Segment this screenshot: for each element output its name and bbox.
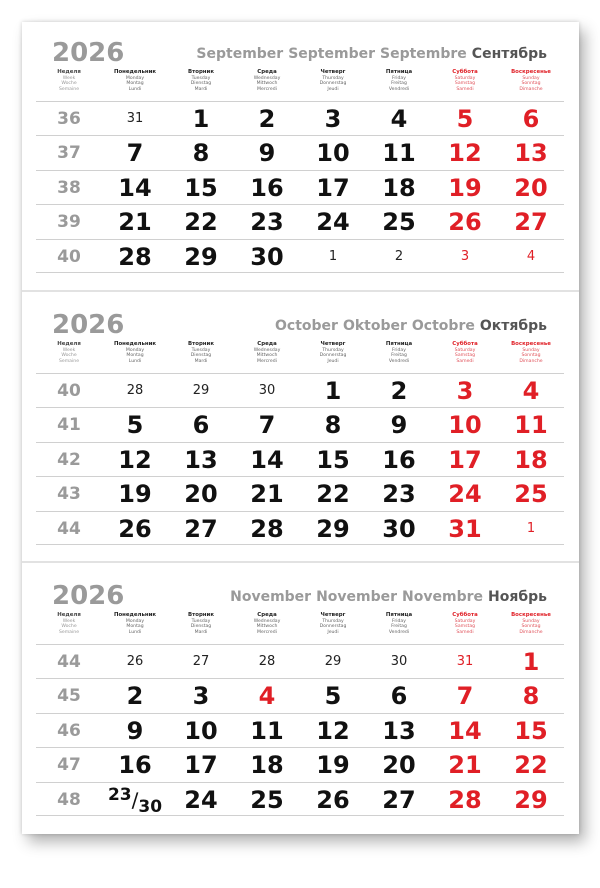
week-number: 45 — [57, 686, 81, 707]
adjacent-month-day: 30 — [390, 654, 408, 669]
weekday-label-en: Thursday — [322, 75, 344, 81]
week-row — [36, 442, 564, 476]
day-number: 25 — [514, 480, 548, 509]
day-number: 16 — [118, 751, 152, 780]
adjacent-month-day: 1 — [328, 248, 338, 264]
week-row — [36, 782, 564, 816]
weekday-label-ru: Понедельник — [113, 69, 157, 75]
weekday-header-row — [36, 613, 564, 639]
weekday-label-ru: Вторник — [188, 69, 214, 75]
week-row — [36, 747, 564, 781]
weekday-label-fr: Mardi — [194, 86, 208, 92]
weekday-label-en: Wednesday — [253, 75, 281, 81]
day-number: 30 — [250, 242, 284, 271]
weekday-label-ru: Четверг — [320, 341, 346, 347]
month-names — [225, 589, 547, 605]
week-row — [36, 101, 564, 135]
weekday-label-ru: Четверг — [320, 69, 346, 75]
day-number: 6 — [192, 411, 210, 440]
day-number: 11 — [250, 716, 284, 745]
weekday-label-ru: Неделя — [57, 69, 81, 75]
day-number: 31 — [448, 514, 482, 543]
weekday-label-fr: Jeudi — [327, 86, 339, 92]
weekday-header — [432, 342, 498, 364]
day-number: 17 — [184, 751, 218, 780]
adjacent-month-day: 29 — [192, 383, 210, 398]
week-number: 48 — [57, 789, 81, 810]
weekday-label-ru: Пятница — [385, 341, 413, 347]
month-name-fr: Septembre — [380, 46, 467, 62]
adjacent-month-day: 29 — [324, 654, 342, 669]
weekday-label-fr: Vendredi — [388, 358, 410, 364]
month-name-fr: Octobre — [411, 318, 475, 334]
weekday-label-fr: Mercredi — [257, 358, 277, 364]
week-row — [36, 373, 564, 407]
day-number: 19 — [448, 173, 482, 202]
week-row — [36, 135, 564, 169]
weekday-label-en: Sunday — [522, 347, 540, 353]
week-number: 36 — [57, 109, 81, 129]
weekday-label-fr: Mercredi — [257, 629, 277, 635]
day-number: 14 — [250, 445, 284, 474]
adjacent-month-day: 30 — [258, 383, 276, 398]
week-row — [36, 713, 564, 747]
day-number: 6 — [522, 105, 540, 133]
day-number: 10 — [184, 716, 218, 745]
day-number: 6 — [390, 682, 408, 711]
weekday-label-de: Mittwoch — [256, 81, 278, 87]
weekday-label-de: Samstag — [454, 624, 476, 630]
month-name-en: November — [230, 589, 312, 605]
day-number: 18 — [514, 445, 548, 474]
day-number: 1 — [522, 648, 540, 676]
weekday-label-fr: Vendredi — [388, 86, 410, 92]
weekday-label-en: Thursday — [322, 347, 344, 353]
day-number: 15 — [316, 445, 350, 474]
weekday-header — [234, 613, 300, 635]
weekday-label-ru: Вторник — [188, 612, 214, 618]
day-number: 25 — [382, 208, 416, 237]
day-number: 22 — [514, 751, 548, 780]
weekday-label-en: Monday — [125, 618, 145, 624]
day-number: 24 — [184, 785, 218, 814]
weekday-header — [234, 70, 300, 92]
day-number: 5 — [126, 411, 144, 440]
day-number: 24 — [448, 480, 482, 509]
day-number: 23 — [250, 208, 284, 237]
weekday-label-fr: Mardi — [194, 358, 208, 364]
week-column-header — [36, 70, 102, 92]
day-number: 21 — [250, 480, 284, 509]
week-number: 41 — [57, 415, 81, 436]
day-number: 9 — [258, 139, 276, 168]
weekday-label-ru: Понедельник — [113, 612, 157, 618]
day-number: 13 — [382, 716, 416, 745]
month-name-de: November — [316, 589, 398, 605]
weekday-label-de: Montag — [126, 81, 144, 87]
day-number: 18 — [382, 173, 416, 202]
month-names — [270, 318, 547, 334]
weekday-label-fr: Dimanche — [519, 86, 543, 92]
week-column-header — [36, 613, 102, 635]
days-grid — [36, 644, 564, 816]
weekday-header-row — [36, 70, 564, 96]
weekday-header — [102, 613, 168, 635]
weekday-label-de: Woche — [61, 353, 77, 359]
weekday-label-fr: Dimanche — [519, 629, 543, 635]
week-number: 43 — [57, 484, 81, 505]
weekday-label-en: Sunday — [522, 618, 540, 624]
week-row — [36, 239, 564, 273]
weekday-label-de: Donnerstag — [319, 81, 347, 87]
weekday-label-fr: Lundi — [128, 358, 142, 364]
day-number: 3 — [324, 105, 342, 133]
day-number: 13 — [184, 445, 218, 474]
weekday-header — [498, 70, 564, 92]
week-number: 40 — [57, 381, 81, 401]
weekday-label-ru: Пятница — [385, 612, 413, 618]
days-grid — [36, 373, 564, 545]
day-number: 8 — [522, 682, 540, 711]
weekday-label-ru: Четверг — [320, 612, 346, 618]
weekday-label-en: Week — [62, 618, 76, 624]
week-number: 47 — [57, 755, 81, 776]
weekday-label-en: Tuesday — [191, 618, 211, 624]
weekday-header — [366, 342, 432, 364]
weekday-label-de: Samstag — [454, 353, 476, 359]
day-number: 19 — [316, 751, 350, 780]
day-number: 8 — [324, 411, 342, 440]
weekday-label-de: Woche — [61, 624, 77, 630]
week-row — [36, 511, 564, 545]
day-number: 28 — [448, 785, 482, 814]
weekday-label-fr: Semaine — [58, 86, 80, 92]
week-row — [36, 204, 564, 238]
weekday-label-en: Saturday — [454, 347, 476, 353]
day-number: 20 — [514, 173, 548, 202]
week-number: 42 — [57, 449, 81, 470]
weekday-label-de: Freitag — [391, 624, 407, 630]
day-number: 10 — [448, 411, 482, 440]
weekday-label-en: Friday — [392, 347, 406, 353]
weekday-label-en: Friday — [392, 75, 406, 81]
weekday-header — [168, 342, 234, 364]
day-number: 14 — [448, 716, 482, 745]
weekday-label-en: Week — [62, 347, 76, 353]
day-number: 30 — [382, 514, 416, 543]
weekday-label-de: Sonntag — [521, 624, 541, 630]
weekday-label-en: Tuesday — [191, 347, 211, 353]
week-column-header — [36, 342, 102, 364]
weekday-header — [498, 613, 564, 635]
weekday-header — [168, 70, 234, 92]
weekday-header — [366, 613, 432, 635]
weekday-label-ru: Неделя — [57, 341, 81, 347]
weekday-label-de: Dienstag — [190, 353, 212, 359]
weekday-label-en: Saturday — [454, 618, 476, 624]
day-number: 14 — [118, 173, 152, 202]
weekday-label-de: Mittwoch — [256, 353, 278, 359]
weekday-label-ru: Неделя — [57, 612, 81, 618]
day-number: 22 — [316, 480, 350, 509]
week-row — [36, 407, 564, 441]
day-number: 5 — [456, 105, 474, 133]
weekday-header-row — [36, 342, 564, 368]
weekday-header — [300, 70, 366, 92]
year-label: 2026 — [52, 310, 125, 340]
weekday-label-fr: Mardi — [194, 629, 208, 635]
day-number: 12 — [316, 716, 350, 745]
weekday-label-ru: Вторник — [188, 341, 214, 347]
weekday-header — [300, 613, 366, 635]
month-block — [22, 565, 579, 834]
weekday-label-de: Mittwoch — [256, 624, 278, 630]
weekday-label-ru: Суббота — [452, 69, 478, 75]
weekday-label-ru: Суббота — [452, 612, 478, 618]
weekday-label-en: Monday — [125, 347, 145, 353]
weekday-label-en: Wednesday — [253, 347, 281, 353]
weekday-header — [168, 613, 234, 635]
day-number: 2 — [258, 105, 276, 133]
day-number: 7 — [258, 411, 276, 440]
weekday-label-en: Monday — [125, 75, 145, 81]
adjacent-month-day: 1 — [526, 520, 536, 536]
day-number: 22 — [184, 208, 218, 237]
day-number: 1 — [192, 105, 210, 133]
day-number: 7 — [456, 682, 474, 711]
adjacent-month-day: 26 — [126, 654, 144, 669]
weekday-label-ru: Среда — [257, 341, 277, 347]
day-number: 16 — [382, 445, 416, 474]
day-number: 26 — [448, 208, 482, 237]
weekday-label-de: Sonntag — [521, 353, 541, 359]
weekday-label-fr: Jeudi — [327, 629, 339, 635]
day-number: 28 — [118, 242, 152, 271]
week-row — [36, 644, 564, 678]
weekday-label-fr: Semaine — [58, 358, 80, 364]
weekday-label-de: Donnerstag — [319, 353, 347, 359]
month-name-ru: Ноябрь — [488, 589, 547, 605]
weekday-label-fr: Mercredi — [257, 86, 277, 92]
weekday-label-de: Montag — [126, 624, 144, 630]
weekday-label-de: Montag — [126, 353, 144, 359]
day-number: 12 — [448, 139, 482, 168]
day-number: 13 — [514, 139, 548, 168]
day-number: 27 — [382, 785, 416, 814]
weekday-label-ru: Суббота — [452, 341, 478, 347]
month-block — [22, 294, 579, 564]
adjacent-month-day: 3 — [460, 248, 470, 264]
adjacent-month-day: 27 — [192, 654, 210, 669]
week-row — [36, 170, 564, 204]
day-number: 23 — [382, 480, 416, 509]
week-row — [36, 678, 564, 712]
weekday-label-en: Week — [62, 75, 76, 81]
weekday-label-de: Freitag — [391, 353, 407, 359]
weekday-header — [366, 70, 432, 92]
week-number: 46 — [57, 720, 81, 741]
day-number: 1 — [324, 377, 342, 405]
weekday-header — [300, 342, 366, 364]
calendar-sheet — [22, 22, 579, 834]
weekday-label-de: Dienstag — [190, 81, 212, 87]
week-number: 44 — [57, 518, 81, 539]
day-number: 2 — [126, 682, 144, 711]
day-number: 29 — [184, 242, 218, 271]
day-number-bottom: 30 — [138, 796, 163, 817]
adjacent-month-day: 28 — [258, 654, 276, 669]
weekday-label-en: Saturday — [454, 75, 476, 81]
day-number: 4 — [390, 105, 408, 133]
day-number: 29 — [514, 785, 548, 814]
weekday-label-ru: Понедельник — [113, 341, 157, 347]
weekday-label-fr: Lundi — [128, 629, 142, 635]
day-number: 5 — [324, 682, 342, 711]
weekday-label-ru: Среда — [257, 69, 277, 75]
day-number: 26 — [118, 514, 152, 543]
week-number: 44 — [57, 652, 81, 672]
day-number: 19 — [118, 480, 152, 509]
weekday-label-ru: Воскресенье — [511, 69, 551, 75]
weekday-label-de: Sonntag — [521, 81, 541, 87]
month-name-de: Oktober — [342, 318, 407, 334]
weekday-label-ru: Среда — [257, 612, 277, 618]
weekday-header — [102, 342, 168, 364]
day-number: 17 — [316, 173, 350, 202]
weekday-label-fr: Samedi — [456, 358, 474, 364]
day-number-top: 23 — [107, 784, 132, 805]
weekday-header — [498, 342, 564, 364]
day-number: 25 — [250, 785, 284, 814]
month-name-ru: Сентябрь — [471, 46, 547, 62]
week-number: 37 — [57, 143, 81, 164]
weekday-label-fr: Vendredi — [388, 629, 410, 635]
weekday-label-de: Samstag — [454, 81, 476, 87]
day-number: 18 — [250, 751, 284, 780]
day-number: 11 — [514, 411, 548, 440]
day-number: 3 — [456, 377, 474, 405]
weekday-header — [102, 70, 168, 92]
day-number: 28 — [250, 514, 284, 543]
weekday-label-en: Tuesday — [191, 75, 211, 81]
weekday-label-fr: Jeudi — [327, 358, 339, 364]
week-row — [36, 476, 564, 510]
day-number: 4 — [258, 682, 276, 711]
weekday-label-ru: Воскресенье — [511, 612, 551, 618]
day-number: 21 — [118, 208, 152, 237]
year-label: 2026 — [52, 581, 125, 611]
day-number: 3 — [192, 682, 210, 711]
weekday-label-en: Friday — [392, 618, 406, 624]
split-slash: ∕ — [131, 787, 139, 812]
month-name-en: September — [196, 46, 284, 62]
day-number: 26 — [316, 785, 350, 814]
day-number: 20 — [184, 480, 218, 509]
day-number: 8 — [192, 139, 210, 168]
weekday-label-en: Wednesday — [253, 618, 281, 624]
day-number: 24 — [316, 208, 350, 237]
day-number: 15 — [514, 716, 548, 745]
day-number: 2 — [390, 377, 408, 405]
weekday-header — [432, 613, 498, 635]
month-name-fr: Novembre — [402, 589, 484, 605]
day-number: 15 — [184, 173, 218, 202]
day-number: 9 — [390, 411, 408, 440]
day-number: 7 — [126, 139, 144, 168]
day-number: 12 — [118, 445, 152, 474]
weekday-label-de: Freitag — [391, 81, 407, 87]
month-names — [191, 46, 547, 62]
weekday-label-de: Woche — [61, 81, 77, 87]
days-grid — [36, 101, 564, 273]
day-number: 4 — [522, 377, 540, 405]
day-number: 21 — [448, 751, 482, 780]
day-number — [102, 783, 168, 817]
weekday-header — [432, 70, 498, 92]
weekday-label-en: Sunday — [522, 75, 540, 81]
weekday-label-fr: Lundi — [128, 86, 142, 92]
day-number: 17 — [448, 445, 482, 474]
day-number: 16 — [250, 173, 284, 202]
adjacent-month-day: 4 — [526, 248, 536, 264]
adjacent-month-day: 2 — [394, 248, 404, 264]
day-number: 11 — [382, 139, 416, 168]
month-name-de: September — [288, 46, 375, 62]
day-number: 20 — [382, 751, 416, 780]
weekday-label-fr: Semaine — [58, 629, 80, 635]
week-number: 40 — [57, 246, 81, 267]
weekday-label-fr: Dimanche — [519, 358, 543, 364]
weekday-label-ru: Пятница — [385, 69, 413, 75]
month-name-ru: Октябрь — [479, 318, 547, 334]
weekday-label-de: Donnerstag — [319, 624, 347, 630]
week-number: 38 — [57, 177, 81, 198]
block-separator — [22, 561, 579, 563]
weekday-header — [234, 342, 300, 364]
day-number: 27 — [184, 514, 218, 543]
weekday-label-fr: Samedi — [456, 86, 474, 92]
adjacent-month-day: 31 — [456, 654, 474, 669]
weekday-label-de: Dienstag — [190, 624, 212, 630]
weekday-label-fr: Samedi — [456, 629, 474, 635]
day-number: 10 — [316, 139, 350, 168]
year-label: 2026 — [52, 38, 125, 68]
block-separator — [22, 290, 579, 292]
month-block — [22, 22, 579, 292]
adjacent-month-day: 31 — [126, 111, 144, 126]
day-number: 9 — [126, 716, 144, 745]
month-name-en: October — [275, 318, 338, 334]
adjacent-month-day: 28 — [126, 383, 144, 398]
weekday-label-en: Thursday — [322, 618, 344, 624]
day-number: 29 — [316, 514, 350, 543]
week-number: 39 — [57, 212, 81, 233]
day-number: 27 — [514, 208, 548, 237]
weekday-label-ru: Воскресенье — [511, 341, 551, 347]
